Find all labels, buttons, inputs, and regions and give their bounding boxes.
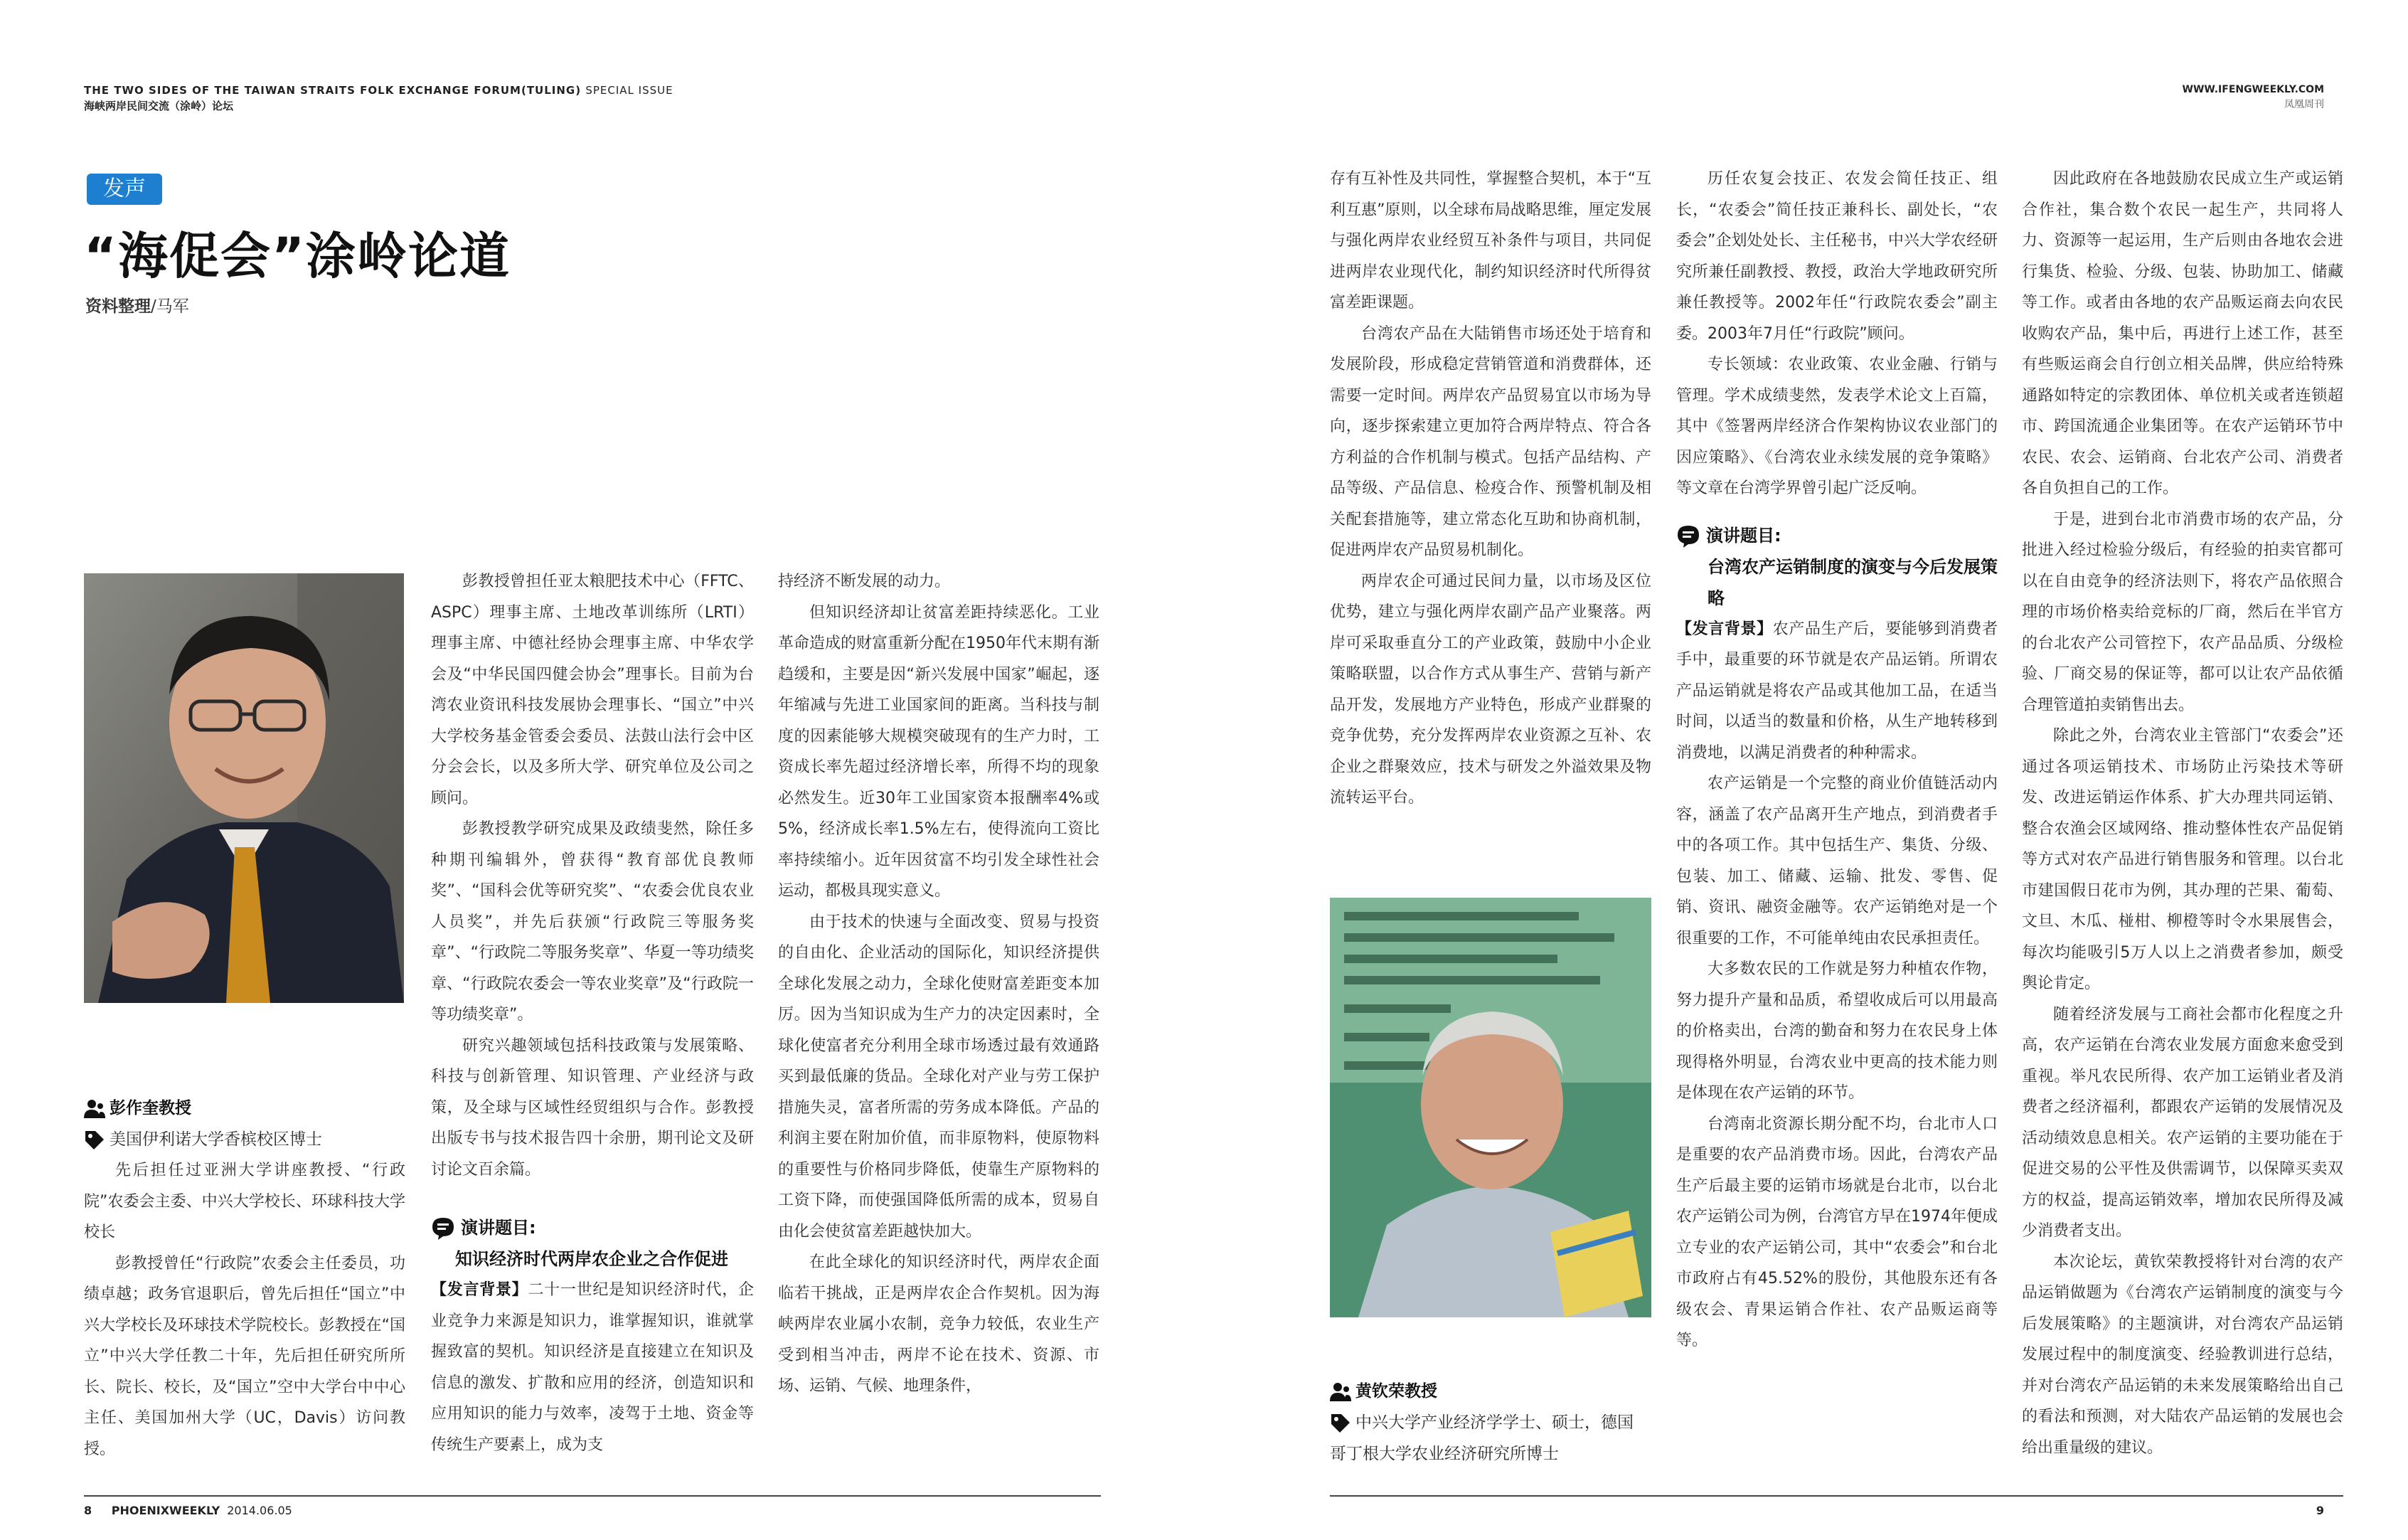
paragraph: 因此政府在各地鼓励农民成立生产或运销合作社，集合数个农民一起生产，共同将人力、资源等一起运用，生产后则由各地农会进行集货、检验、分级、包装、协助加工、储藏等工作。或者由各地的农产品贩运商去向农民收购农产品，集中后，再进行上述工作，甚至有些贩运商会自行创立相关品牌，供应给特殊通路如特定的宗教团体、单位机关或者连锁超市、跨国流通企业集团等。在农产运销环节中农民、农会、运销商、台北农产公司、消费者各自负担自己的工作。 — [2022, 170, 2343, 497]
speech-header-huang — [1676, 520, 1998, 551]
header-forum-title-en — [84, 84, 673, 97]
byline-label: 资料整理 — [85, 297, 151, 316]
header-brand: 凤凰周刊 — [2284, 99, 2324, 110]
person-title-huang-line2: 哥丁根大学农业经济研究所博士 — [1330, 1445, 1559, 1463]
paragraph: 由于技术的快速与全面改变、贸易与投资的自由化、企业活动的国际化，知识经济提供全球化发展之动力，全球化使财富差距变本加厉。因为当知识成为生产力的决定因素时，全球化使富者充分利用全球市场透过最有效通路买到最低廉的货品。全球化对产业与劳工保护措施失灵，富者所需的劳务成本降低。产品的利润主要在附加价值，而非原物料，使原物料的重要性与价格同步降低，使靠生产原物料的工资下降，而使强国降低所需的成本，贸易自由化会使贫富差距越快加大。 — [778, 913, 1099, 1241]
speech-title-peng: 知识经济时代两岸农企业之合作促进 — [455, 1249, 728, 1269]
background-text: 农产品生产后，要能够到消费者手中，最重要的环节就是农产品运销。所谓农产品运销就是将农产品或其他加工品，在适当时间，以适当的数量和价格，从生产地转移到消费地，以满足消费者的种种需求。 — [1676, 620, 1998, 762]
footer-right — [2316, 1504, 2324, 1517]
background-text: 二十一世纪是知识经济时代，企业竞争力来源是知识力，谁掌握知识，谁就掌握致富的契机。知识经济是直接建立在知识及信息的激发、扩散和应用的经济，创造知识和应用知识的能力与效率，凌驾于土地、资金等传统生产要素上，成为支 — [431, 1281, 754, 1454]
section-tag: 发声 — [87, 174, 162, 205]
paragraph: 存有互补性及共同性，掌握整合契机，本于“互利互惠”原则，以全球布局战略思维，厘定发展与强化两岸农业经贸互补条件与项目，共同促进两岸农业现代化，制约知识经济时代所得贫富差距课题。 — [1330, 170, 1651, 312]
footer-left — [84, 1504, 292, 1517]
portrait-illustration-peng — [84, 573, 404, 1003]
person-name-row-peng — [84, 1093, 405, 1124]
header-forum-title-cn: 海峡两岸民间交流（涂岭）论坛 — [84, 100, 234, 112]
byline — [85, 293, 189, 317]
speech-header-peng — [431, 1212, 754, 1243]
paragraph: 研究兴趣领域包括科技政策与发展策略、科技与创新管理、知识管理、产业经济与政策，及全球与区域性经贸组织与合作。彭教授出版专书与技术报告四十余册，期刊论文及研讨论文百余篇。 — [431, 1036, 754, 1179]
paragraph: 两岸农企可通过民间力量，以市场及区位优势，建立与强化两岸农副产品产业聚落。两岸可采取垂直分工的产业政策，鼓励中小企业策略联盟，以合作方式从事生产、营销与新产品开发，发展地方产业特色，形成产业群聚的竞争优势，充分发挥两岸农业资源之互补、农企业之群聚效应，技术与研发之外溢效果及物流转运平台。 — [1330, 572, 1651, 807]
paragraph: 随着经济发展与工商社会都市化程度之升高，农产运销在台湾农业发展方面愈来愈受到重视。举凡农民所得、农产加工运销业者及消费者之经济福利，都跟农产运销的发展情况及活动绩效息息相关。农产运销的主要功能在于促进交易的公平性及供需调节，以保障买卖双方的权益，提高运销效率，增加农民所得及减少消费者支出。 — [2022, 1005, 2343, 1240]
paragraph: 但知识经济却让贫富差距持续恶化。工业革命造成的财富重新分配在1950年代末期有渐趋缓和，主要是因“新兴发展中国家”崛起，逐年缩减与先进工业国家间的距离。当科技与制度的因素能够大规模突破现有的生产力时，工资成长率先超过经济增长率，所得不均的现象必然发生。近30年工业国家资本报酬率4%或5%，经济成长率1.5%左右，使得流向工资比率持续缩小。近年因贫富不均引发全球性社会运动，都极具现实意义。 — [778, 603, 1099, 900]
right-page — [1204, 0, 2408, 1540]
footer-rule-left — [84, 1495, 1101, 1497]
speech-bubble-icon — [431, 1216, 455, 1241]
article-column-6 — [2022, 164, 2343, 1463]
portrait-illustration-huang — [1330, 898, 1651, 1317]
speech-label: 演讲题目: — [461, 1218, 536, 1238]
paragraph: 持经济不断发展的动力。 — [778, 573, 951, 590]
header-en-text: THE TWO SIDES OF THE TAIWAN STRAITS FOLK EXCHANGE FORUM(TULING) — [84, 84, 582, 97]
article-column-5 — [1676, 164, 1998, 1356]
paragraph: 本次论坛，黄钦荣教授将针对台湾的农产品运销做题为《台湾农产运销制度的演变与今后发展策略》的主题演讲，对台湾农产品运销发展过程中的制度演变、经验教训进行总结，并对台湾农产品运销的未来发展策略给出自己的看法和预测，对大陆农产品运销的发展也会给出重量级的建议。 — [2022, 1253, 2343, 1457]
person-bio-peng — [84, 1155, 405, 1465]
bio-paragraph: 彭教授曾任“行政院”农委会主任委员，功绩卓越；政务官退职后，曾先后担任“国立”中兴大学校长及环球技术学院校长。彭教授在“国立”中兴大学任教二十年，先后担任研究所所长、院长、校长，及“国立”空中大学台中中心主任、美国加州大学（UC，Davis）访问教授。 — [84, 1254, 405, 1458]
article-title: “海促会”涂岭论道 — [84, 227, 511, 285]
byline-name: /马军 — [151, 297, 189, 316]
background-label: 【发言背景】 — [1676, 620, 1773, 638]
tag-icon — [84, 1130, 105, 1151]
paragraph: 专长领域：农业政策、农业金融、行销与管理。学术成绩斐然，发表学术论文上百篇，其中《签署两岸经济合作架构协议农业部门的因应策略》、《台湾农业永续发展的竞争策略》等文章在台湾学界曾引起广泛反响。 — [1676, 356, 1998, 497]
paragraph: 台湾南北资源长期分配不均，台北市人口是重要的农产品消费市场。因此，台湾农产品生产后最主要的运销市场就是台北市，以台北农产运销公司为例，台湾官方早在1974年便成立专业的农产运销公司，其中“农委会”和台北市政府占有45.52%的股份，其他股东还有各级农会、青果运销合作社、农产品贩运商等等。 — [1676, 1115, 1998, 1349]
people-icon — [1330, 1381, 1351, 1403]
person-card-peng — [84, 1093, 405, 1465]
paragraph: 除此之外，台湾农业主管部门“农委会”还通过各项运销技术、市场防止污染技术等研发、改进运销运作体系、扩大办理共同运销、整合农渔会区域网络、推动整体性农产品促销等方式对农产品进行销售服务和管理。以台北市建国假日花市为例，其办理的芒果、葡萄、文旦、木瓜、椪柑、柳橙等时令水果展售会，每次均能吸引5万人以上之消费者参加，颇受舆论肯定。 — [2022, 727, 2343, 992]
paragraph: 台湾农产品在大陆销售市场还处于培育和发展阶段，形成稳定营销管道和消费群体，还需要一定时间。两岸农产品贸易宜以市场为导向，逐步探索建立更加符合两岸特点、符合各方利益的合作机制与模式。包括产品结构、产品等级、产品信息、检疫合作、预警机制及相关配套措施等，建立常态化互助和协商机制，促进两岸农产品贸易机制化。 — [1330, 324, 1651, 559]
speech-title-huang: 台湾农产运销制度的演变与今后发展策略 — [1708, 556, 1998, 608]
paragraph: 大多数农民的工作就是努力种植农作物，努力提升产量和品质，希望收成后可以用最高的价格卖出，台湾的勤奋和努力在农民身上体现得格外明显，台湾农业中更高的技术能力则是体现在农产运销的环节。 — [1676, 960, 1998, 1102]
speech-background-peng — [431, 1275, 754, 1460]
speech-label: 演讲题目: — [1706, 525, 1781, 546]
footer-rule-right — [1330, 1495, 2343, 1497]
person-name-row-huang — [1330, 1376, 1651, 1407]
header-special-issue: SPECIAL ISSUE — [585, 84, 673, 97]
speech-bubble-icon — [1676, 524, 1700, 548]
speech-background-huang — [1676, 614, 1998, 769]
people-icon — [84, 1098, 105, 1120]
page-number-left: 8 — [84, 1504, 92, 1517]
paragraph: 于是，进到台北市消费市场的农产品，分批进入经过检验分级后，有经验的拍卖官都可以在自由竞争的经济法则下，将农产品依照合理的市场价格卖给竞标的厂商，然后在半官方的台北农产公司管控下，农产品品质、分级检验、厂商交易的保证等，都可以让农产品依循合理管道拍卖销售出去。 — [2022, 510, 2343, 714]
paragraph: 彭教授教学研究成果及政绩斐然，除任多种期刊编辑外，曾获得“教育部优良教师奖”、“国科会优等研究奖”、“农委会优良农业人员奖”，并先后获颁“行政院三等服务奖章”、“行政院二等服务奖章”、华夏一等功绩奖章、“行政院农委会一等农业奖章”及“行政院一等功绩奖章”。 — [431, 820, 754, 1024]
magazine-name: PHOENIXWEEKLY — [111, 1504, 220, 1517]
portrait-photo-huang — [1330, 898, 1651, 1317]
person-name-huang: 黄钦荣教授 — [1355, 1382, 1437, 1401]
paragraph: 彭教授曾担任亚太粮肥技术中心（FFTC、ASPC）理事主席、土地改革训练所（LRTI）理事主席、中德社经协会理事主席、中华农学会及“中华民国四健会协会”理事长。目前为台湾农业资讯科技发展协会理事长、“国立”中兴大学校务基金管委会委员、法鼓山法行会中区分会会长，以及多所大学、研究单位及公司之顾问。 — [431, 573, 754, 807]
issue-date: 2014.06.05 — [227, 1504, 292, 1517]
person-name-peng: 彭作奎教授 — [110, 1099, 191, 1117]
portrait-photo-peng — [84, 573, 404, 1003]
bio-paragraph: 先后担任过亚洲大学讲座教授、“行政院”农委会主委、中兴大学校长、环球科技大学校长 — [84, 1162, 405, 1241]
person-title-row-huang — [1330, 1407, 1651, 1438]
page-number-right: 9 — [2316, 1504, 2324, 1517]
article-column-2 — [431, 566, 754, 1460]
paragraph: 农产运销是一个完整的商业价值链活动内容，涵盖了农产品离开生产地点，到消费者手中的各项工作。其中包括生产、集货、分级、包装、加工、储藏、运输、批发、零售、促销、资讯、融资金融等。农产运销绝对是一个很重要的工作，不可能单纯由农民承担责任。 — [1676, 775, 1998, 947]
paragraph: 历任农复会技正、农发会简任技正、组长，“农委会”简任技正兼科长、副处长，“农委会”企划处处长、主任秘书，中兴大学农经研究所兼任副教授、教授，政治大学地政研究所兼任教授等。2002年任“行政院农委会”副主委。2003年7月任“行政院”顾问。 — [1676, 170, 1998, 343]
background-label: 【发言背景】 — [431, 1281, 528, 1299]
article-column-4 — [1330, 164, 1651, 814]
paragraph: 在此全球化的知识经济时代，两岸农企面临若干挑战，正是两岸农企合作契机。因为海峡两岸农业属小农制，竞争力较低，农业生产受到相当冲击，两岸不论在技术、资源、市场、运销、气候、地理条件， — [778, 1253, 1099, 1395]
person-title-huang: 中兴大学产业经济学学士、硕士，德国 — [1355, 1413, 1634, 1432]
article-column-3 — [778, 566, 1099, 1402]
tag-icon — [1330, 1413, 1351, 1434]
person-card-huang — [1330, 1376, 1651, 1470]
header-website: WWW.IFENGWEEKLY.COM — [2182, 84, 2324, 95]
person-title-row-peng — [84, 1124, 405, 1155]
person-title-peng: 美国伊利诺大学香槟校区博士 — [110, 1130, 322, 1149]
